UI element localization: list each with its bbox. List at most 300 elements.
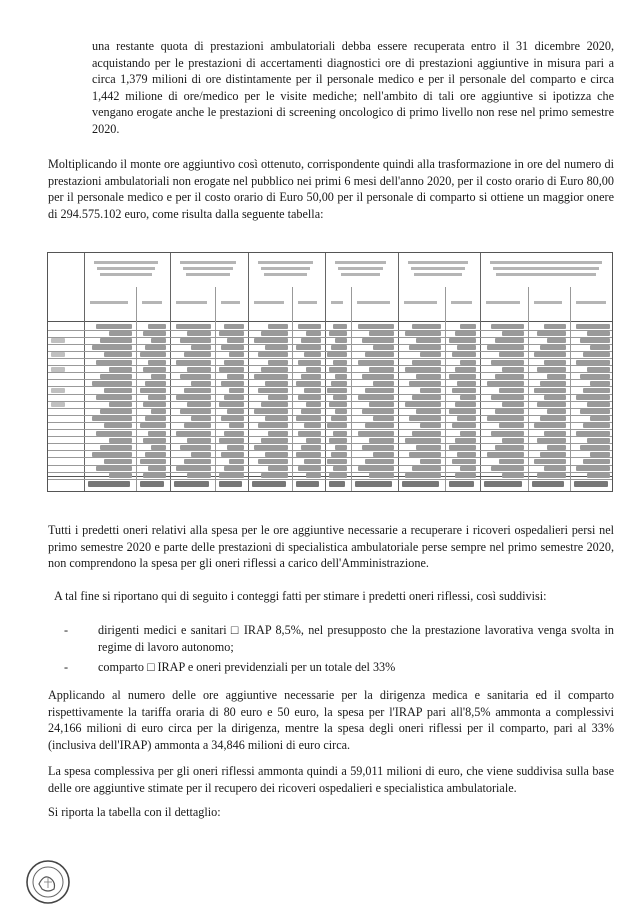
table-cell [143,402,166,407]
table-cell [219,473,244,478]
table-subcolumn-divider [292,287,293,491]
table-cell [219,438,244,443]
subheader-text-smudge [142,301,162,304]
table-cell [140,459,166,464]
table-cell [306,367,321,372]
table-cell [268,360,288,365]
table-cell [362,374,394,379]
table-cell [176,324,211,329]
header-text-smudge [411,267,465,270]
table-cell [329,473,347,478]
table-cell [333,466,347,471]
table-cell [540,452,566,457]
table-cell [331,452,347,457]
table-cell [409,452,441,457]
row-label-smudge [51,338,65,343]
table-row-line [48,465,612,466]
table-total-cell [484,481,522,487]
table-cell [176,360,211,365]
table-row-line [48,443,612,444]
table-cell [373,381,394,386]
table-cell [534,352,566,357]
table-cell [329,367,347,372]
table-cell [265,416,288,421]
paragraph-breakdown-intro: A tal fine si riportano qui di seguito i conteggi fatti per stimare i predetti oneri riflessi, così suddivisi: [54,589,547,603]
table-cell [335,409,347,414]
table-row-line [48,337,612,338]
subheader-text-smudge [486,301,520,304]
table-cell [148,466,166,471]
table-cell [534,423,566,428]
table-cell [96,324,132,329]
subheader-text-smudge [404,301,437,304]
table-cell [358,395,394,400]
table-cell [92,381,132,386]
table-cell [576,395,610,400]
subheader-text-smudge [254,301,284,304]
table-cell [409,381,441,386]
table-cell [358,324,394,329]
table-cell [495,338,524,343]
table-cell [502,367,524,372]
table-cell [227,374,244,379]
table-cell [187,473,211,478]
list-item [48,659,614,676]
row-label-smudge [51,402,65,407]
header-text-smudge [258,261,313,264]
table-row-line [48,450,612,451]
table-cell [145,452,166,457]
table-cell [301,374,321,379]
table-cell [583,423,610,428]
bullet-text: comparto □ IRAP e oneri previdenziali per un totale del 33% [98,660,396,675]
table-cell [405,367,441,372]
table-cell [100,338,132,343]
table-cell [495,409,524,414]
table-cell [100,445,132,450]
table-cell [358,360,394,365]
table-cell [109,438,132,443]
table-cell [499,459,524,464]
table-cell [301,338,321,343]
table-cell [412,395,441,400]
table-cell [335,445,347,450]
table-cell [191,381,211,386]
table-cell [227,409,244,414]
paragraph-reflected-charges-note: Tutti i predetti oneri relativi alla spesa per le ore aggiuntive necessarie a recuperare i ricoveri ospedalieri persi nel primo semestre 2020 e parte delle prestazioni di specialistica ambulatoriale perse sempre nel primo semestre 2020, non comprendono la spesa per gli oneri riflessi a carico dell'Amministrazione. [48,523,614,571]
table-cell [221,345,244,350]
table-cell [298,324,321,329]
table-cell [405,402,441,407]
table-cell [576,431,610,436]
table-cell [452,459,476,464]
table-cell [491,395,524,400]
table-cell [224,466,244,471]
table-cell [547,445,566,450]
table-row-line [48,415,612,416]
table-cell [254,409,288,414]
table-cell [306,438,321,443]
table-row-line [48,372,612,373]
table-cell [587,473,610,478]
stamp-seal-icon [24,858,72,906]
table-subcolumn-divider [570,287,571,491]
table-row-line [48,429,612,430]
table-cell [502,402,524,407]
table-cell [296,381,321,386]
table-cell [405,331,441,336]
table-cell [304,459,321,464]
scanned-cost-table [47,252,613,492]
table-cell [540,381,566,386]
table-cell [487,345,524,350]
row-label-smudge [51,352,65,357]
table-cell [304,352,321,357]
header-text-smudge [94,261,158,264]
table-cell [449,338,476,343]
table-cell [331,416,347,421]
table-cell [191,416,211,421]
table-cell [544,395,566,400]
table-cell [265,381,288,386]
table-cell [254,374,288,379]
table-total-cell [219,481,242,487]
table-cell [268,324,288,329]
header-text-smudge [100,273,152,276]
table-cell [365,423,394,428]
table-cell [224,395,244,400]
table-cell [92,416,132,421]
table-subcolumn-divider [215,287,216,491]
table-cell [452,388,476,393]
table-cell [329,331,347,336]
table-cell [335,338,347,343]
table-subcolumn-divider [528,287,529,491]
table-cell [191,452,211,457]
table-cell [221,381,244,386]
table-cell [534,459,566,464]
header-text-smudge [97,267,155,270]
table-cell [327,352,347,357]
table-cell [268,395,288,400]
bullet-dash: - [64,623,69,637]
paragraph-total-reflected: La spesa complessiva per gli oneri riflessi ammonta quindi a 59,011 milioni di euro, che viene suddivisa sulla base delle ore aggiuntive stimate per il recupero dei ricoveri ospedalieri e specialistica ambulatoriale. [48,764,614,795]
table-cell [298,431,321,436]
table-cell [369,473,394,478]
table-cell [187,367,211,372]
table-cell [148,360,166,365]
table-cell [140,388,166,393]
table-cell [298,360,321,365]
table-cell [457,381,476,386]
table-cell [502,331,524,336]
table-cell [254,338,288,343]
table-cell [306,473,321,478]
table-cell [221,416,244,421]
table-total-cell [174,481,209,487]
table-total-cell [329,481,345,487]
table-cell [296,345,321,350]
table-total-cell [574,481,608,487]
table-cell [449,445,476,450]
table-cell [580,338,610,343]
table-cell [333,395,347,400]
table-cell [191,345,211,350]
table-cell [176,431,211,436]
table-cell [502,438,524,443]
subheader-text-smudge [176,301,207,304]
table-cell [369,331,394,336]
table-cell [143,438,166,443]
table-cell [457,452,476,457]
paragraph-table-intro: Si riporta la tabella con il dettaglio: [48,805,221,819]
table-cell [229,459,244,464]
table-cell [583,352,610,357]
table-cell [455,473,476,478]
table-cell [180,409,211,414]
table-cell [540,416,566,421]
table-cell [587,367,610,372]
table-cell [187,402,211,407]
table-cell [587,438,610,443]
subheader-text-smudge [331,301,343,304]
table-cell [296,416,321,421]
table-cell [261,367,288,372]
table-cell [547,338,566,343]
table-cell [104,459,132,464]
table-cell [151,374,166,379]
header-text-smudge [335,261,386,264]
table-total-cell [252,481,286,487]
table-cell [547,409,566,414]
table-cell [590,345,610,350]
table-cell [455,402,476,407]
table-cell [449,409,476,414]
table-cell [420,423,441,428]
bullet-dash: - [64,660,69,675]
table-cell [221,452,244,457]
table-cell [143,331,166,336]
table-cell [491,360,524,365]
table-cell [369,367,394,372]
table-cell [455,331,476,336]
table-cell [304,388,321,393]
table-cell [580,374,610,379]
table-cell [143,473,166,478]
table-cell [537,473,566,478]
table-subcolumn-divider [445,287,446,491]
table-cell [580,445,610,450]
table-cell [104,388,132,393]
table-cell [416,374,441,379]
subheader-text-smudge [576,301,606,304]
header-text-smudge [261,267,310,270]
table-cell [460,431,476,436]
subheader-text-smudge [357,301,390,304]
table-cell [369,402,394,407]
table-cell [333,360,347,365]
subheader-text-smudge [534,301,562,304]
table-cell [258,459,288,464]
table-cell [148,324,166,329]
table-cell [460,360,476,365]
table-cell [96,466,132,471]
table-total-cell [140,481,164,487]
header-text-smudge [490,261,602,264]
table-cell [537,367,566,372]
table-cell [365,459,394,464]
table-row-line [48,394,612,395]
table-cell [373,416,394,421]
table-cell [362,338,394,343]
table-cell [224,324,244,329]
subheader-text-smudge [451,301,472,304]
table-cell [180,445,211,450]
table-cell [229,388,244,393]
table-cell [358,431,394,436]
paragraph-ambulatory-recovery: una restante quota di prestazioni ambulatoriali debba essere recuperata entro il 31 dicembre 2020, acquistando per le prestazioni di accertamenti diagnostici ore di prestazioni aggiuntive in misura pari a circa 1,379 milioni di ore distintamente per il personale medico e per il personale del comparto e circa 1,442 milione di ore/medico per le visite mediche; nell'ambito di tali ore aggiuntive si ipotizza che vengano erogate anche le prestazioni di screening oncologico di primo livello non rese nel primo semestre 2020. [92,39,614,136]
table-cell [455,367,476,372]
table-cell [145,416,166,421]
table-cell [180,374,211,379]
table-row-line [48,365,612,366]
table-subcolumn-divider [351,287,352,491]
table-cell [329,438,347,443]
table-cell [499,388,524,393]
table-cell [449,374,476,379]
table-cell [329,402,347,407]
table-cell [416,409,441,414]
table-cell [420,388,441,393]
table-cell [335,374,347,379]
table-total-cell [449,481,474,487]
list-item [48,622,614,655]
table-cell [537,402,566,407]
paragraph-cost-calculation: Moltiplicando il monte ore aggiuntivo così ottenuto, corrispondente quindi alla trasformazione in ore del numero di prestazioni ambulatoriali non erogate nel pubblico nei primi 6 mesi dell'anno 2020, per il costo orario di Euro 80,00 per il personale medico e per il costo orario di Euro 50,00 per il personale di comparto si ottiene un maggior onere di 294.575.102 euro, come risulta dalla seguente tabella: [48,157,614,221]
table-cell [412,466,441,471]
table-cell [580,409,610,414]
table-cell [373,452,394,457]
table-cell [109,367,132,372]
table-cell [576,466,610,471]
table-cell [362,445,394,450]
table-cell [537,438,566,443]
table-cell [487,381,524,386]
subheader-text-smudge [221,301,240,304]
table-cell [487,416,524,421]
table-cell [537,331,566,336]
table-cell [590,452,610,457]
table-cell [452,352,476,357]
table-cell [333,324,347,329]
header-text-smudge [496,273,596,276]
table-row-line [48,379,612,380]
table-cell [327,388,347,393]
table-cell [499,352,524,357]
table-cell [184,352,211,357]
table-cell [104,352,132,357]
header-text-smudge [183,267,233,270]
table-cell [491,466,524,471]
table-cell [298,466,321,471]
table-cell [502,473,524,478]
table-cell [219,402,244,407]
table-cell [495,445,524,450]
table-cell [265,452,288,457]
table-cell [327,459,347,464]
table-total-cell [355,481,392,487]
table-cell [304,423,321,428]
header-text-smudge [341,273,380,276]
table-cell [365,352,394,357]
table-cell [145,345,166,350]
header-text-smudge [414,273,462,276]
table-cell [258,423,288,428]
table-cell [362,409,394,414]
table-cell [358,466,394,471]
table-cell [590,416,610,421]
table-cell [258,352,288,357]
table-cell [254,445,288,450]
table-cell [327,423,347,428]
table-cell [460,466,476,471]
table-cell [265,345,288,350]
table-cell [229,352,244,357]
table-cell [373,345,394,350]
table-cell [587,331,610,336]
table-cell [180,338,211,343]
table-cell [409,416,441,421]
table-cell [587,402,610,407]
table-cell [544,466,566,471]
table-cell [184,423,211,428]
table-total-cell [296,481,319,487]
table-cell [100,374,132,379]
charges-bullet-list [48,622,614,680]
header-text-smudge [338,267,383,270]
table-cell [412,431,441,436]
table-cell [487,452,524,457]
table-cell [96,395,132,400]
row-label-smudge [51,367,65,372]
bullet-text: dirigenti medici e sanitari □ IRAP 8,5%, nel presupposto che la prestazione lavorativa venga svolta in regime di lavoro autonomo; [98,623,614,654]
table-row-line [48,436,612,437]
table-cell [365,388,394,393]
table-cell [92,452,132,457]
table-cell [301,445,321,450]
table-cell [306,331,321,336]
table-cell [412,360,441,365]
table-total-cell [402,481,439,487]
table-cell [405,473,441,478]
table-cell [460,395,476,400]
table-cell [148,431,166,436]
table-row-line [48,479,612,480]
table-cell [457,416,476,421]
table-cell [143,367,166,372]
table-subcolumn-divider [136,287,137,491]
table-cell [583,388,610,393]
header-text-smudge [186,273,230,276]
table-cell [261,402,288,407]
table-cell [331,381,347,386]
table-cell [534,388,566,393]
table-cell [333,431,347,436]
table-cell [499,423,524,428]
table-total-cell [532,481,564,487]
row-label-smudge [51,388,65,393]
table-cell [590,381,610,386]
